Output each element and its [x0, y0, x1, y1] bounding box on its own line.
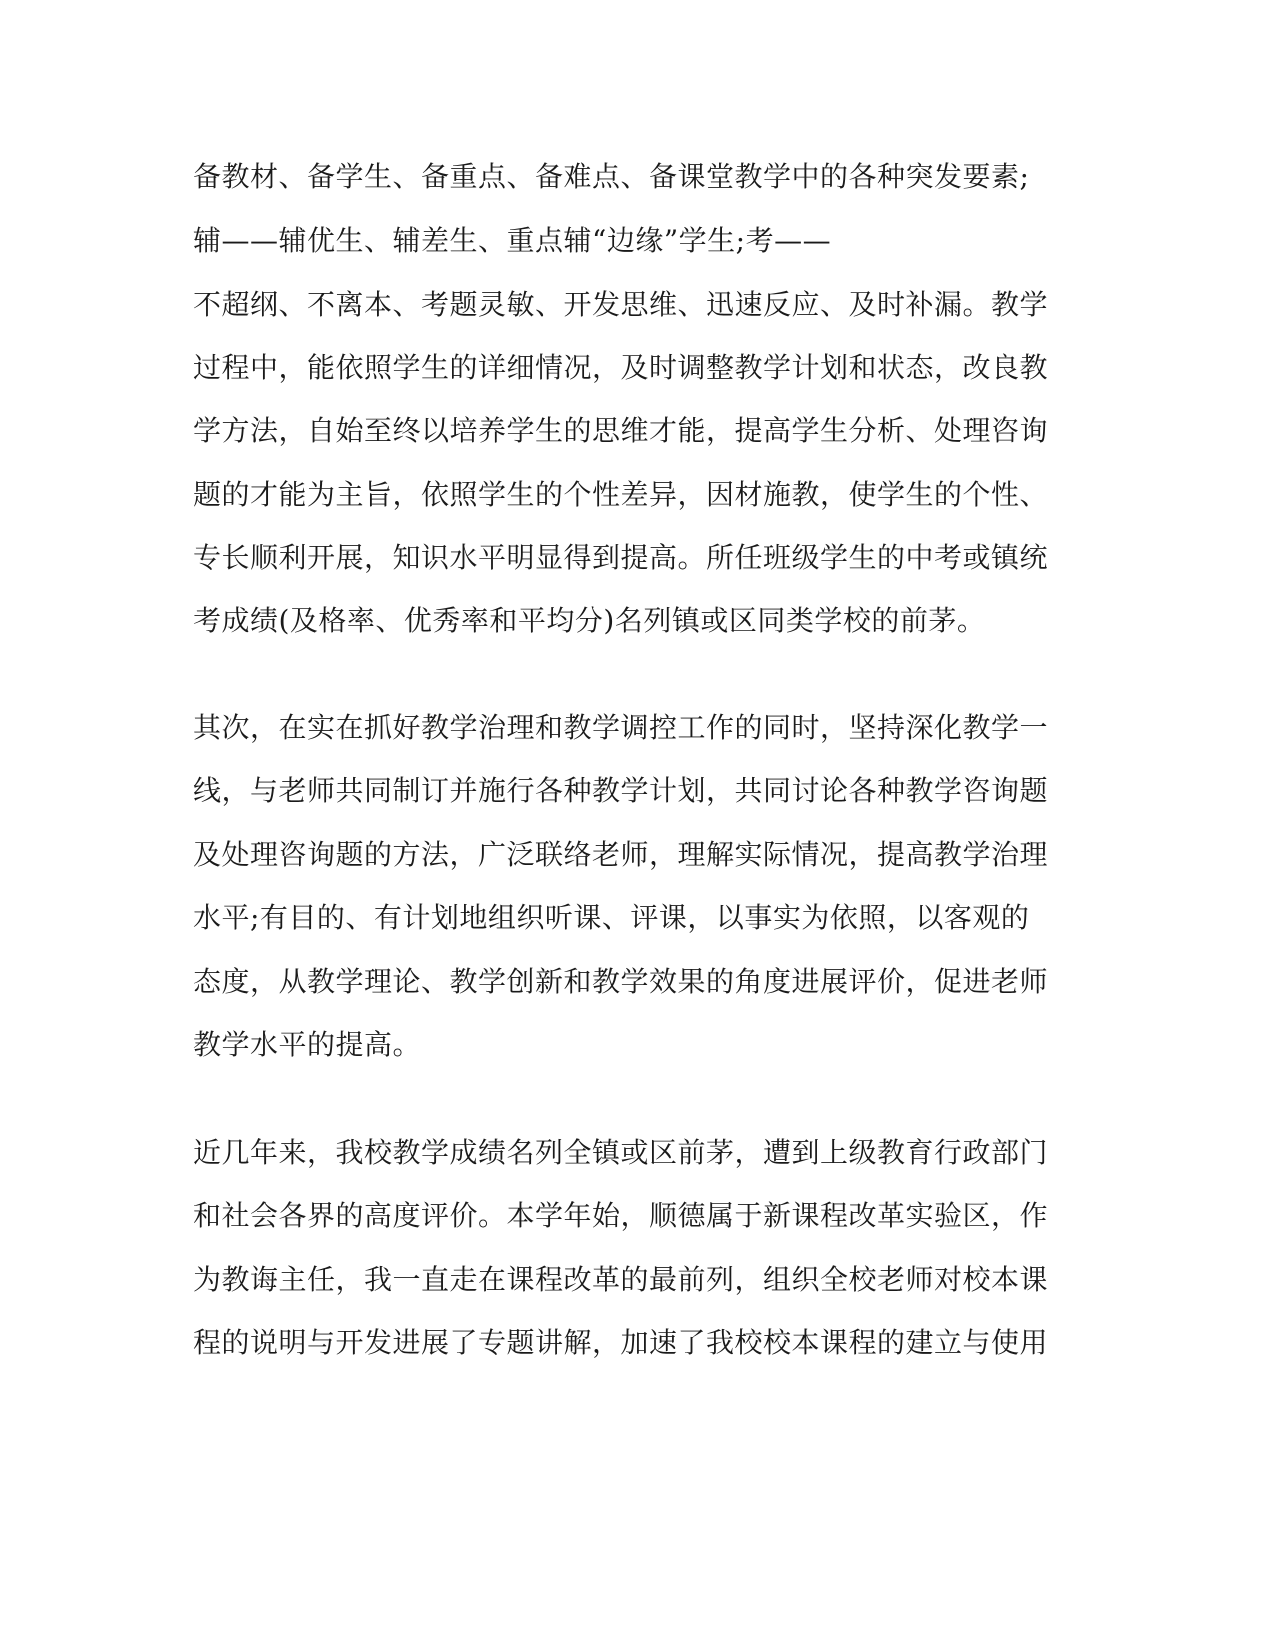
paragraph-line: 题的才能为主旨，依照学生的个性差异，因材施教，使学生的个性、 — [193, 478, 1049, 511]
paragraph-line: 程的说明与开发进展了专题讲解，加速了我校校本课程的建立与使用 — [193, 1326, 1049, 1359]
paragraph-line: 近几年来，我校教学成绩名列全镇或区前茅，遭到上级教育行政部门 — [193, 1136, 1049, 1169]
paragraph-line: 和社会各界的高度评价。本学年始，顺德属于新课程改革实验区，作 — [193, 1199, 1049, 1232]
paragraph-line: 线，与老师共同制订并施行各种教学计划，共同讨论各种教学咨询题 — [193, 774, 1049, 807]
paragraph-line: 备教材、备学生、备重点、备难点、备课堂教学中的各种突发要素; — [193, 160, 1030, 193]
paragraph-line: 态度，从教学理论、教学创新和教学效果的角度进展评价，促进老师 — [193, 965, 1049, 998]
paragraph-line: 过程中，能依照学生的详细情况，及时调整教学计划和状态，改良教 — [193, 351, 1049, 384]
paragraph-line: 不超纲、不离本、考题灵敏、开发思维、迅速反应、及时补漏。教学 — [193, 288, 1049, 321]
paragraph-line: 专长顺利开展，知识水平明显得到提高。所任班级学生的中考或镇统 — [193, 541, 1049, 574]
paragraph-line: 学方法，自始至终以培养学生的思维才能，提高学生分析、处理咨询 — [193, 414, 1049, 447]
paragraph-line: 及处理咨询题的方法，广泛联络老师，理解实际情况，提高教学治理 — [193, 838, 1049, 871]
paragraph-line: 教学水平的提高。 — [193, 1028, 422, 1061]
paragraph-line: 考成绩(及格率、优秀率和平均分)名列镇或区同类学校的前茅。 — [193, 604, 986, 637]
paragraph-line: 其次，在实在抓好教学治理和教学调控工作的同时，坚持深化教学一 — [193, 711, 1049, 744]
paragraph-line: 辅——辅优生、辅差生、重点辅“边缘”学生;考—— — [193, 224, 832, 257]
paragraph-line: 水平;有目的、有计划地组织听课、评课，以事实为依照，以客观的 — [193, 901, 1030, 934]
paragraph-line: 为教诲主任，我一直走在课程改革的最前列，组织全校老师对校本课 — [193, 1263, 1049, 1296]
